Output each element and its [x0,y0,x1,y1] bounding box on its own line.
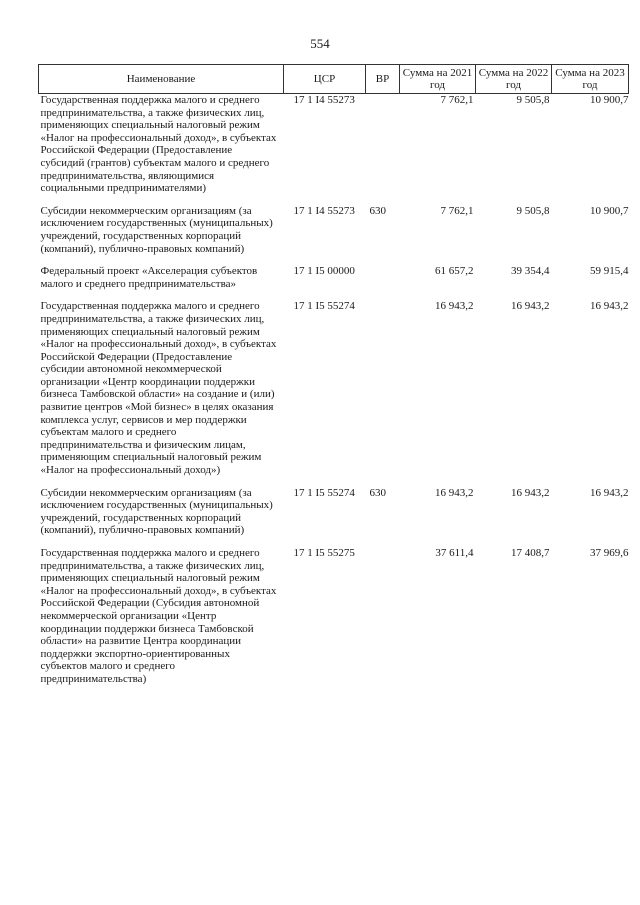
row-sum-2022: 16 943,2 [511,300,550,313]
row-sum-2021: 16 943,2 [435,486,474,499]
row-name: Государственная поддержка малого и среднего предпринимательства, а также физических лиц, применяющих специальный налоговый режим «Налог на профессиональный доход», в субъектах Российской Федерации (Предоставление субсидий (грантов) субъектам малого и среднего предпринимательства, являющимися социальными предпринимателями) [40,94,277,195]
row-csr: 17 1 I4 55273 [293,204,355,217]
row-name: Государственная поддержка малого и среднего предпринимательства, а также физических лиц, применяющих специальный налоговый режим «Налог на профессиональный доход», в субъектах Российской Федерации (Субсидия автономной некоммерческой организации «Центр координации поддержки бизнеса Тамбовской области» на развитие Центра координации поддержки экспортно-ориентированных субъектов малого и среднего предпринимательства) [40,547,277,685]
row-sum-2022: 9 505,8 [516,204,550,217]
header-name: Наименование [39,65,284,94]
header-row [39,65,629,94]
row-sum-2022: 39 354,4 [511,265,550,278]
row-vr: 630 [369,204,386,217]
row-sum-2023: 10 900,7 [590,204,629,217]
row-sum-2023: 16 943,2 [590,486,629,499]
row-csr: 17 1 I4 55273 [293,94,355,106]
row-vr: 630 [369,486,386,499]
row-vr [366,94,400,205]
row-sum-2023: 59 915,4 [590,265,629,278]
row-name: Федеральный проект «Акселерация субъектов малого и среднего предпринимательства» [40,265,258,290]
table-row [39,94,629,205]
row-sum-2021: 7 762,1 [440,94,474,106]
row-sum-2022: 9 505,8 [516,94,550,106]
row-csr: 17 1 I5 55274 [293,486,355,499]
budget-table [38,64,629,696]
row-name: Субсидии некоммерческим организациям (за исключением государственных (муниципальных) учреждений, государственных корпораций (компаний), публично-правовых компаний) [40,204,273,255]
row-vr [366,265,400,300]
row-sum-2023: 37 969,6 [590,547,629,559]
table-row [39,205,629,265]
row-name: Государственная поддержка малого и среднего предпринимательства, а также физических лиц, применяющих специальный налоговый режим «Налог на профессиональный доход», в субъектах Российской Федерации (Предоставление субсидии автономной некоммерческой организации «Центр координации поддержки бизнеса Тамбовской области» на создание и (или) развитие центров «Мой бизнес» в целях оказания комплекса услуг, сервисов и мер поддержки субъектам малого и среднего предпринимательства и физическим лицам, применяющим специальный налоговый режим «Налог на профессиональный доход») [40,300,277,477]
row-sum-2023: 10 900,7 [590,94,629,106]
page-number: 554 [310,36,330,51]
row-sum-2023: 16 943,2 [590,300,629,313]
table-row [39,547,629,696]
header-vr: ВР [366,65,400,94]
header-sum-2023: Сумма на 2023 год [552,65,629,94]
row-sum-2021: 7 762,1 [440,204,474,217]
table-row [39,265,629,300]
row-name: Субсидии некоммерческим организациям (за исключением государственных (муниципальных) учреждений, государственных корпораций (компаний), публично-правовых компаний) [40,486,273,537]
header-csr: ЦСР [284,65,366,94]
row-sum-2021: 37 611,4 [435,547,474,559]
row-sum-2022: 17 408,7 [511,547,550,559]
row-csr: 17 1 I5 55274 [293,300,355,313]
table-row [39,300,629,486]
row-vr [366,300,400,486]
header-sum-2022: Сумма на 2022 год [476,65,552,94]
row-sum-2021: 61 657,2 [435,265,474,278]
row-csr: 17 1 I5 00000 [293,265,355,278]
row-sum-2022: 16 943,2 [511,486,550,499]
table-row [39,487,629,547]
row-csr: 17 1 I5 55275 [293,547,355,559]
row-sum-2021: 16 943,2 [435,300,474,313]
header-sum-2021: Сумма на 2021 год [400,65,476,94]
row-vr [366,547,400,696]
